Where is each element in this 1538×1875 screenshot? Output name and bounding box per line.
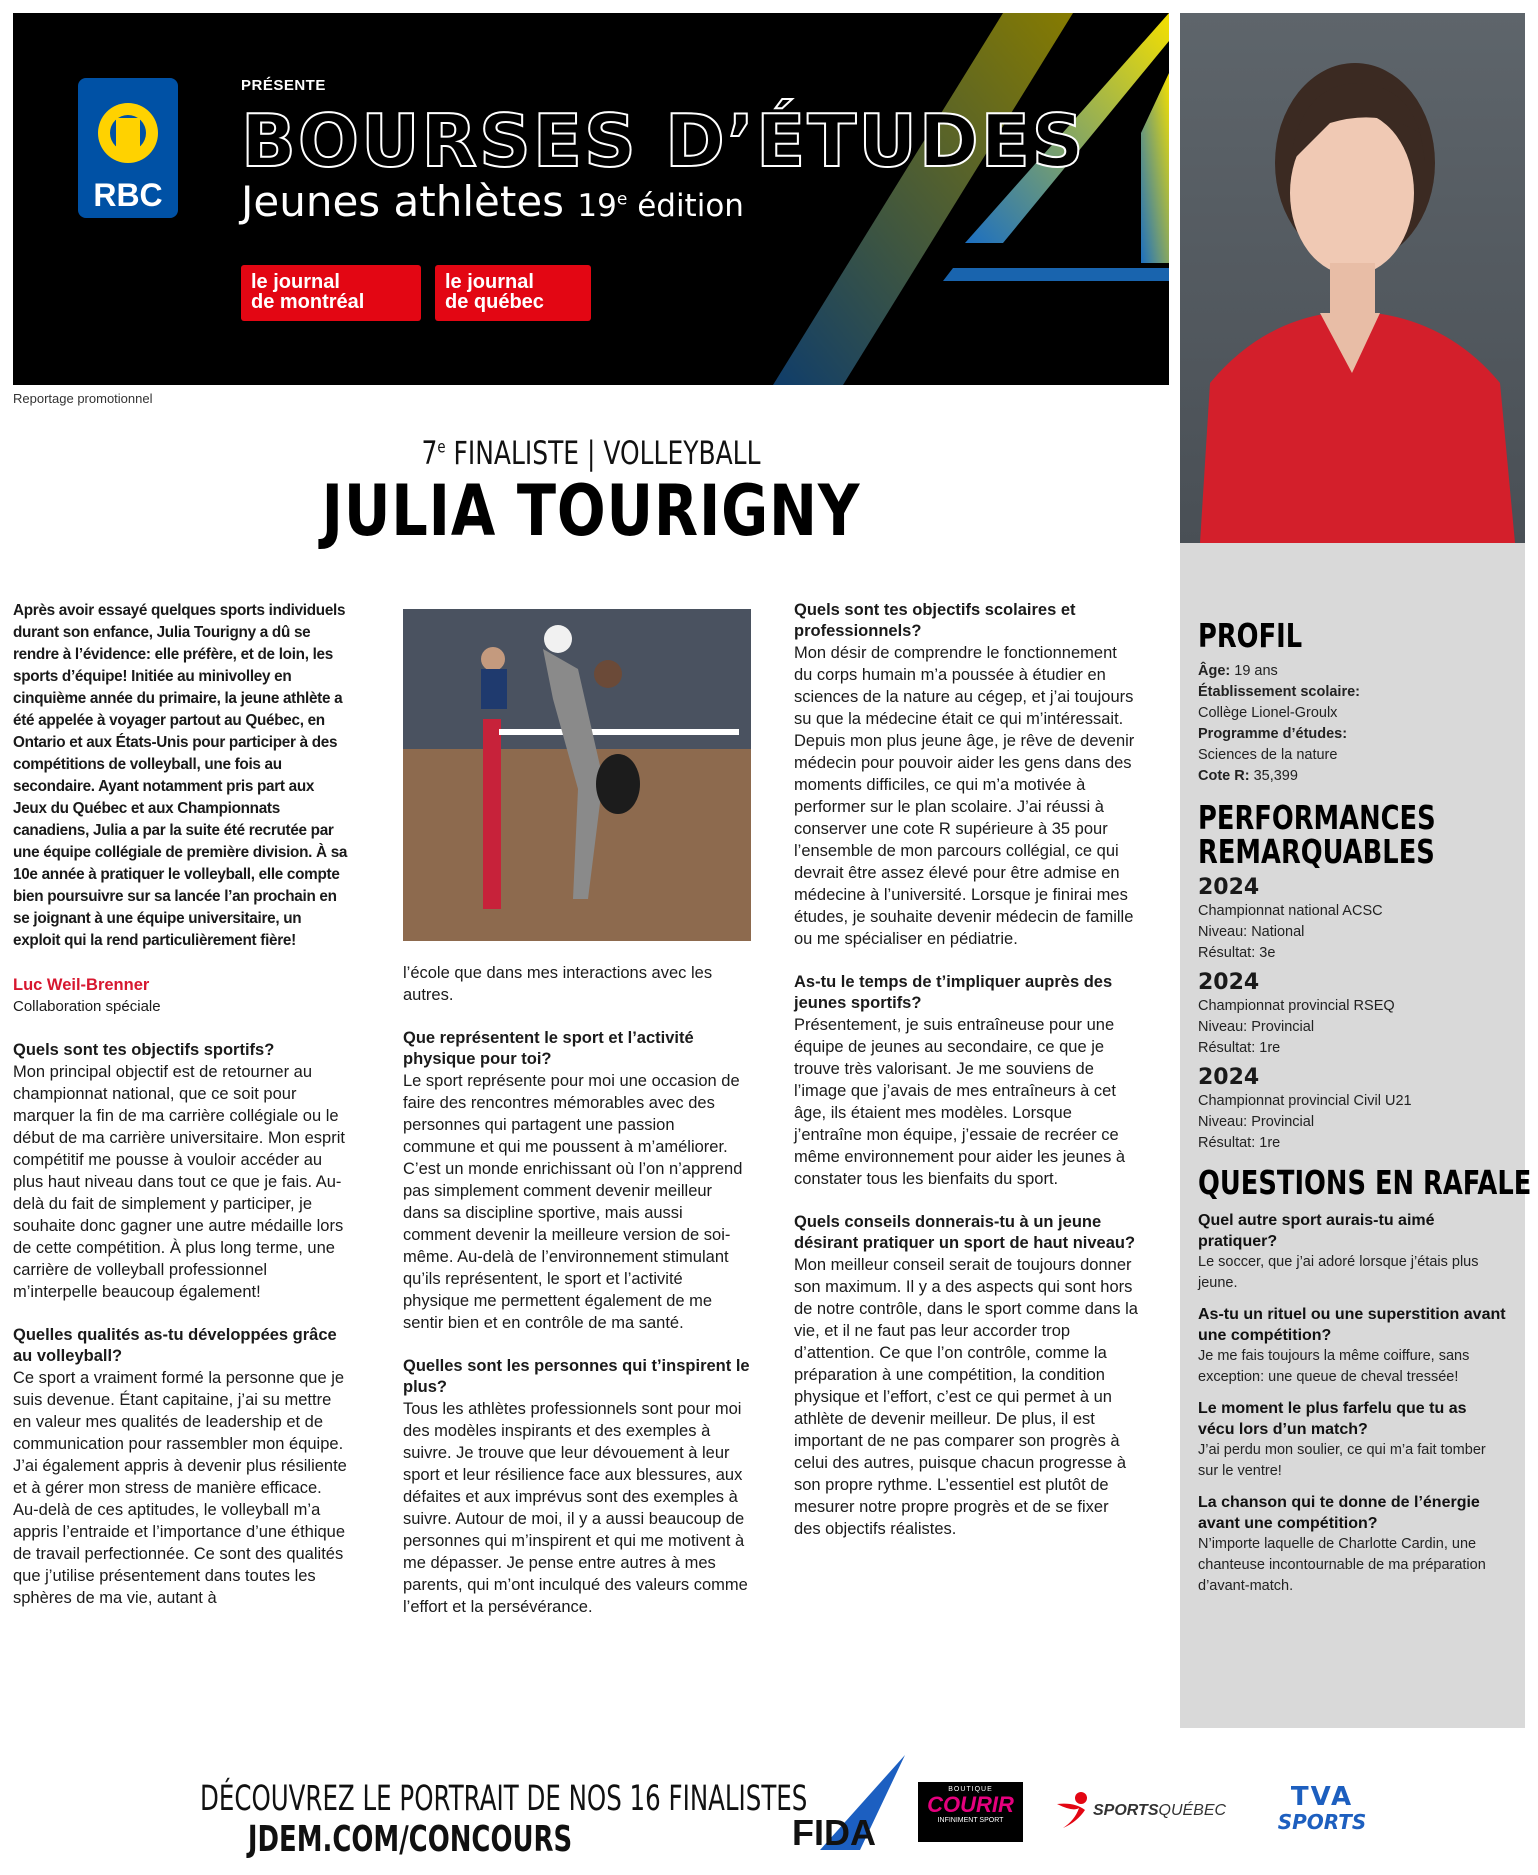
courir-tagline: INFINIMENT SPORT <box>937 1817 1004 1824</box>
question-sport-goals: Quels sont tes objectifs sportifs? <box>13 1041 275 1059</box>
rapid-answer: J’ai perdu mon soulier, ce qui m’a fait tomber sur le ventre! <box>1198 1442 1486 1479</box>
answer-qualities-continued: l’école que dans mes interactions avec les autres. <box>403 964 713 1004</box>
profile-program-label: Programme d’études: <box>1198 726 1348 742</box>
fida-logo <box>790 1755 905 1855</box>
sports-quebec-wordmark: SPORTSQUÉBEC <box>1093 1802 1227 1819</box>
answer-inspirations: Tous les athlètes professionnels sont pour moi des modèles inspirants et des exemples à suivre. Je trouve que leur dévouement à leur sport et leur résilience face aux blessures, aux défaites et aux imprévus sont des exemples à suivre. Autour de moi, il y a aussi beaucoup de personnes qui m’inspirent et qui me motivent à me dépasser. Je pense entre autres à mes parents, qui m’ont inculqué des valeurs comme l’effort et la persévérance. <box>403 1400 748 1616</box>
tva-sports-logo <box>1272 1783 1372 1843</box>
profile-heading: PROFIL <box>1198 616 1303 655</box>
banner-title: BOURSES D’ÉTUDES <box>241 99 1086 183</box>
question-qualities: Quelles qualités as-tu développées grâce au volleyball? <box>13 1326 337 1365</box>
performance-level: Niveau: Provincial <box>1198 1019 1315 1035</box>
rapid-question: La chanson qui te donne de l’énergie avant une compétition? <box>1198 1494 1480 1532</box>
profile-program-value: Sciences de la nature <box>1198 747 1338 763</box>
rapid-answer: Je me fais toujours la même coiffure, sans exception: une queue de cheval tressée! <box>1198 1348 1470 1385</box>
rapid-answer: Le soccer, que j’ai adoré lorsque j’étais plus jeune. <box>1198 1254 1479 1291</box>
profile-cote-r: Cote R: 35,399 <box>1198 768 1298 784</box>
volleyball-action-photo <box>403 609 751 941</box>
performance-result: Résultat: 1re <box>1198 1040 1281 1056</box>
article-column-1 <box>13 600 351 1609</box>
answer-academic-goals: Mon désir de comprendre le fonctionnement du corps humain m’a poussée à étudier en sciences de la nature au cégep, et j’ai toujours su que la médecine était ce qui m’intéressait. Depuis mon plus jeune âge, je rêve de devenir médecin pour pouvoir aider les gens dans des moments difficiles, ce qui m’a motivée à performer sur le plan scolaire. J’ai réussi à conserver une cote R supérieure à 35 pour l’ensemble de mon parcours collégial, ce qui devrait être assez élevé pour être admise en médecine à l’université. Lorsque je finirai mes études, je souhaite devenir médecin de famille ou me spécialiser en pédiatrie. <box>794 644 1135 948</box>
question-inspirations: Quelles sont les personnes qui t’inspirent le plus? <box>403 1357 750 1396</box>
profile-school-value: Collège Lionel-Groulx <box>1198 705 1338 721</box>
profile-age: Âge: 19 ans <box>1198 663 1278 679</box>
performance-result: Résultat: 1re <box>1198 1135 1281 1151</box>
rapid-questions-heading: QUESTIONS EN RAFALE <box>1198 1163 1532 1202</box>
tva-wordmark: TVA <box>1290 1782 1354 1812</box>
answer-youth-involvement: Présentement, je suis entraîneuse pour une équipe de jeunes au secondaire, ce que je trouve très valorisant. Je me souviens de l’image que j’avais de mes entraîneurs à cet âge, ils étaient mes modèles. Lorsque j’entraîne mon équipe, j’essaie de recréer ce même environnement pour aider les jeunes à constater tous les bienfaits du sport. <box>794 1016 1126 1188</box>
courir-wordmark: COURIR <box>927 1792 1014 1817</box>
header-banner <box>13 13 1169 385</box>
courir-logo <box>918 1782 1023 1842</box>
rapid-question: As-tu un rituel ou une superstition avant une compétition? <box>1198 1306 1506 1344</box>
portrait-illustration <box>1180 13 1525 543</box>
journal-de-quebec-logo: le journal de québec <box>435 265 591 321</box>
rapid-answer: N’importe laquelle de Charlotte Cardin, une chanteuse incontournable de ma préparation d’avant-match. <box>1198 1536 1486 1594</box>
tva-sports-wordmark: SPORTS <box>1277 1810 1367 1834</box>
fida-wordmark: FIDA <box>792 1812 876 1853</box>
journal-de-montreal-logo: le journal de montréal <box>241 265 421 321</box>
performance-result: Résultat: 3e <box>1198 945 1276 961</box>
performance-event: Championnat provincial RSEQ <box>1198 998 1395 1014</box>
footer-url-link[interactable]: JDEM.COM/CONCOURS <box>247 1819 573 1860</box>
edition-label: 19e édition <box>577 188 744 224</box>
rbc-logo-icon <box>78 78 188 233</box>
article-lead: Après avoir essayé quelques sports individuels durant son enfance, Julia Tourigny a dû se rendre à l’évidence: elle préfère, et de loin, les sports d’équipe! Initiée au minivolley en cinquième année du primaire, la jeune athlète a été appelée à voyager partout au Québec, en Ontario et aux États-Unis pour participer à des compétitions de volleyball, une fois au secondaire. Ayant notamment pris part aux Jeux du Québec et aux Championnats canadiens, Julia a par la suite été recrutée par une équipe collégiale de première division. À sa 10e année à pratiquer le volleyball, elle compte bien poursuivre sur sa lancée l’an prochain en se joignant à une équipe universitaire, un exploit qui la rend particulièrement fière! <box>13 602 348 949</box>
court-illustration <box>403 609 751 941</box>
athlete-name-title: JULIA TOURIGNY <box>321 470 861 552</box>
performance-level: Niveau: Provincial <box>1198 1114 1315 1130</box>
question-advice: Quels conseils donnerais-tu à un jeune désirant pratiquer un sport de haut niveau? <box>794 1213 1136 1252</box>
performance-event: Championnat provincial Civil U21 <box>1198 1093 1412 1109</box>
question-sport-meaning: Que représentent le sport et l’activité physique pour toi? <box>403 1029 694 1068</box>
performances-heading-line-2: REMARQUABLES <box>1198 832 1435 871</box>
question-youth-involvement: As-tu le temps de t’impliquer auprès des jeunes sportifs? <box>794 973 1113 1012</box>
answer-qualities: Ce sport a vraiment formé la personne que je suis devenue. Étant capitaine, j’ai su mettre en valeur mes qualités de leadership et de communication pour rassembler mon équipe. J’ai également appris à devenir plus résiliente et à gérer mon stress de manière efficace. Au-delà de ces aptitudes, le volleyball m’a appris l’entraide et l’importance d’une éthique de travail perfectionnée. Ce sont des qualités que j’utilise présentement dans toutes les sphères de ma vie, autant à <box>13 1369 347 1607</box>
article-column-3 <box>794 600 1139 1540</box>
athlete-portrait-image <box>1180 13 1525 543</box>
performance-year: 2024 <box>1198 1065 1260 1090</box>
rapid-question: Le moment le plus farfelu que tu as vécu lors d’un match? <box>1198 1400 1467 1438</box>
article-column-2 <box>403 962 751 1618</box>
sports-quebec-figure-icon <box>1055 1790 1091 1830</box>
profile-sidebar <box>1180 543 1532 1728</box>
author-role: Collaboration spéciale <box>13 998 161 1015</box>
answer-advice: Mon meilleur conseil serait de toujours donner son maximum. Il y a des aspects qui sont hors de notre contrôle, dans le sport comme dans la vie, et il ne faut pas leur accorder trop d’attention. Ce que l’on contrôle, comme la préparation à une compétition, la condition physique et l’effort, c’est ce qui permet à un athlète de devenir meilleur. De plus, il est important de ne pas comparer son progrès à celui des autres, puisque chacun progresse à son propre rythme. L’essentiel est plutôt de mesurer notre propre progrès et de se fixer des objectifs réalistes. <box>794 1256 1138 1538</box>
performance-year: 2024 <box>1198 875 1260 900</box>
performance-event: Championnat national ACSC <box>1198 903 1383 919</box>
presents-label: PRÉSENTE <box>241 77 326 94</box>
answer-sport-meaning: Le sport représente pour moi une occasion de faire des rencontres mémorables avec des personnes qui partagent une passion commune et qui me poussent à m’améliorer. C’est un monde enrichissant où l’on n’apprend pas simplement comment devenir meilleur dans sa discipline sportive, mais aussi comment devenir la meilleure version de soi-même. Au-delà de l’environnement stimulant qu’ils représentent, le sport et l’activité physique me permettent également de me sentir bien et en contrôle de ma santé. <box>403 1072 743 1332</box>
footer-call-to-action: DÉCOUVREZ LE PORTRAIT DE NOS 16 FINALISTES <box>200 1779 808 1819</box>
performance-year: 2024 <box>1198 970 1260 995</box>
performances-heading-line-1: PERFORMANCES <box>1198 798 1436 837</box>
performance-level: Niveau: National <box>1198 924 1305 940</box>
profile-school-label: Établissement scolaire: <box>1198 684 1360 700</box>
author-name: Luc Weil-Brenner <box>13 976 150 994</box>
promo-label: Reportage promotionnel <box>13 391 153 406</box>
rapid-question: Quel autre sport aurais-tu aimé pratiquer? <box>1198 1212 1435 1250</box>
subtitle-text: Jeunes athlètes <box>241 177 565 226</box>
sports-quebec-logo <box>1055 1790 1250 1830</box>
question-academic-goals: Quels sont tes objectifs scolaires et professionnels? <box>794 601 1076 640</box>
banner-subtitle <box>241 177 744 226</box>
courir-boutique-label: BOUTIQUE <box>948 1786 993 1793</box>
answer-sport-goals: Mon principal objectif est de retourner au championnat national, que ce soit pour marquer la fin de ma carrière collégiale ou le début de ma carrière universitaire. Mon esprit compétitif me pousse à vouloir accéder au plus haut niveau dans tout ce que je fais. Au-delà du fait de simplement y participer, je souhaite donc gagner une autre médaille lors de cette compétition. À plus long terme, une carrière de volleyball professionnel m’interpelle beaucoup également! <box>13 1063 345 1301</box>
finalist-kicker: 7e FINALISTE | VOLLEYBALL <box>421 434 761 472</box>
rbc-wordmark: RBC <box>93 177 163 213</box>
